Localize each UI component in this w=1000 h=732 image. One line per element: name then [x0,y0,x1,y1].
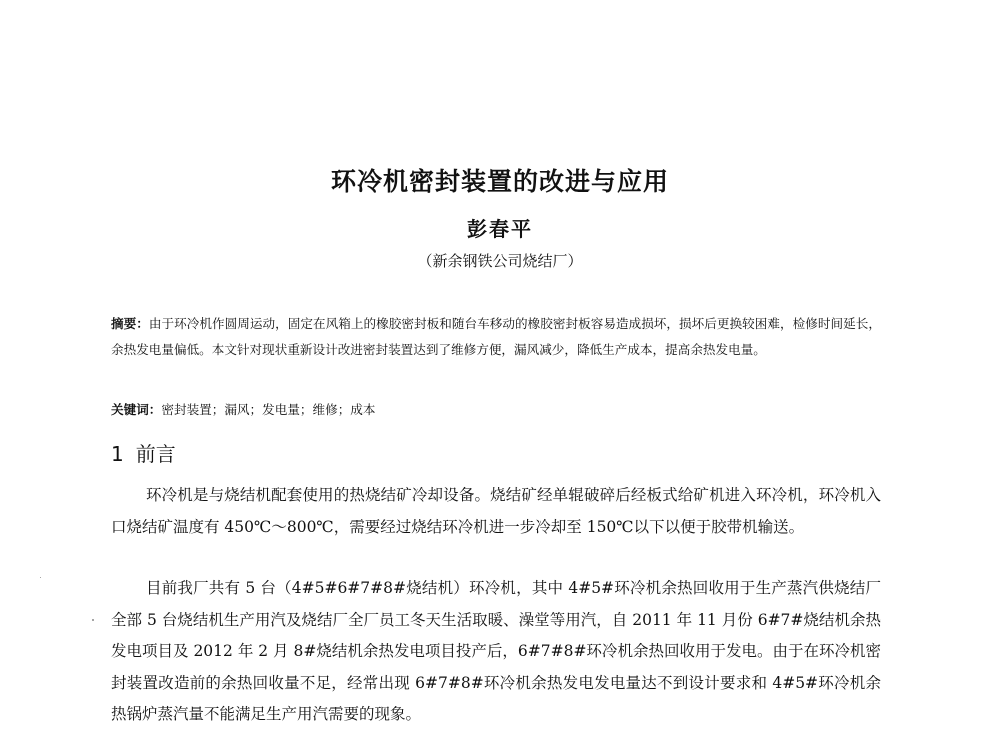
section-number: 1 [111,442,124,466]
section-heading [111,438,176,467]
keywords [111,399,881,421]
scan-speck [40,577,41,578]
body-paragraph-2: 目前我厂共有 5 台（4#5#6#7#8#烧结机）环冷机，其中 4#5#环冷机余热回收用于生产蒸汽供烧结厂全部 5 台烧结机生产用汽及烧结厂全厂员工冬天生活取暖、澡堂等用汽，自 2011 年 11 月份 6#7#烧结机余热发电项目及 2012 年 2 月 8#烧结机余热发电项目投产后，6#7#8#环冷机余热回收用于发电。由于在环冷机密封装置改造前的余热回收量不足，经常出现 6#7#8#环冷机余热发电发电量达不到设计要求和 4#5#环冷机余热锅炉蒸汽量不能满足生产用汽需要的现象。 [111,579,881,723]
author-name: 彭春平 [467,217,533,241]
keywords-text: 密封装置；漏风；发电量；维修；成本 [161,402,376,417]
abstract [111,311,881,363]
scan-speck [92,619,94,621]
abstract-label: 摘要： [111,316,149,331]
author-affiliation: （新余钢铁公司烧结厂） [417,252,583,270]
body-paragraph-1: 环冷机是与烧结机配套使用的热烧结矿冷却设备。烧结矿经单辊破碎后经板式给矿机进入环冷机，环冷机入口烧结矿温度有 450℃～800℃，需要经过烧结环冷机进一步冷却至 150℃以下以便于胶带机输送。 [111,486,881,536]
keywords-label: 关键词： [111,402,162,417]
paper-title: 环冷机密封装置的改进与应用 [330,167,669,196]
abstract-text: 由于环冷机作圆周运动，固定在风箱上的橡胶密封板和随台车移动的橡胶密封板容易造成损坏，损坏后更换较困难，检修时间延长，余热发电量偏低。本文针对现状重新设计改进密封装置达到了维修方便，漏风减少，降低生产成本，提高余热发电量。 [111,316,882,357]
section-title: 前言 [135,442,176,466]
